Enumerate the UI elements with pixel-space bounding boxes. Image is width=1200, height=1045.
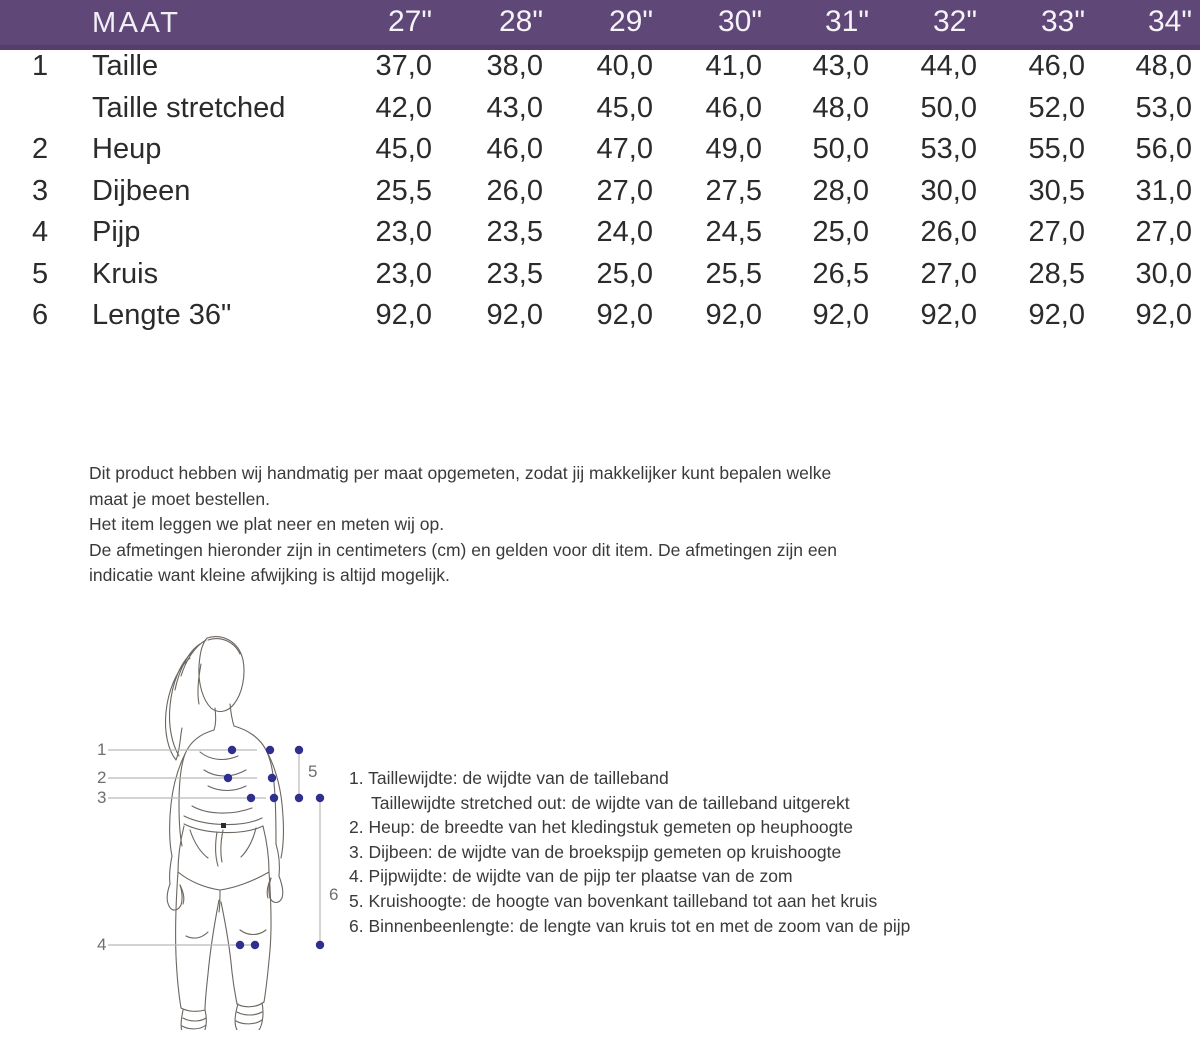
table-cell: 23,5: [486, 216, 543, 248]
table-cell: 26,0: [920, 216, 977, 248]
marker-label-5: 5: [308, 762, 318, 781]
table-cell: 27,0: [1135, 216, 1192, 248]
header-size-5: 31": [824, 5, 869, 38]
table-cell: 52,0: [1028, 91, 1085, 124]
table-cell: 92,0: [1135, 299, 1192, 331]
measurement-illustration: [80, 600, 350, 1030]
header-size-8: 34": [1147, 5, 1192, 38]
table-cell: 92,0: [1028, 299, 1085, 331]
row-number: 3: [32, 174, 49, 207]
header-size-3: 29": [608, 5, 653, 38]
table-row: [0, 299, 1200, 341]
row-label: Taille: [92, 50, 159, 82]
legend-item-7: 6. Binnenbeenlengte: de lengte van kruis tot en met de zoom van de pijp: [349, 915, 911, 936]
table-cell: 55,0: [1028, 133, 1085, 165]
table-cell: 24,0: [596, 216, 653, 248]
table-cell: 53,0: [1135, 91, 1192, 124]
table-row: [0, 216, 1200, 258]
row-label: Kruis: [92, 257, 159, 290]
table-cell: 92,0: [375, 299, 432, 331]
header-size-6: 32": [932, 5, 977, 38]
table-cell: 47,0: [596, 133, 653, 165]
table-cell: 26,0: [486, 174, 543, 207]
table-cell: 92,0: [812, 299, 869, 331]
table-cell: 53,0: [920, 133, 977, 165]
table-cell: 27,0: [596, 174, 653, 207]
intro-line-2: maat je moet bestellen.: [89, 488, 270, 509]
header-size-4: 30": [717, 5, 762, 38]
legend-item-5: 4. Pijpwijdte: de wijdte van de pijp ter plaatse van de zom: [349, 866, 793, 887]
table-cell: 50,0: [920, 91, 977, 124]
table-cell: 44,0: [920, 50, 977, 82]
row-number: 5: [32, 257, 49, 290]
intro-line-4: De afmetingen hieronder zijn in centimeters (cm) en gelden voor dit item. De afmetingen zijn een: [89, 539, 838, 560]
row-label: Heup: [92, 133, 162, 165]
table-cell: 42,0: [375, 91, 432, 124]
table-cell: 25,0: [812, 216, 869, 248]
table-cell: 25,5: [375, 174, 432, 207]
table-cell: 27,0: [1028, 216, 1085, 248]
row-label: Pijp: [92, 216, 141, 248]
table-cell: 56,0: [1135, 133, 1192, 165]
table-cell: 37,0: [375, 50, 432, 82]
intro-line-5: indicatie want kleine afwijking is altijd mogelijk.: [89, 565, 450, 585]
table-cell: 41,0: [705, 50, 762, 82]
table-cell: 45,0: [596, 91, 653, 124]
table-cell: 28,0: [812, 174, 869, 207]
table-cell: 40,0: [596, 50, 653, 82]
table-cell: 23,0: [375, 257, 432, 290]
header-size-1: 27": [387, 5, 432, 38]
intro-line-3: Het item leggen we plat neer en meten wij op.: [89, 514, 445, 534]
table-cell: 92,0: [596, 299, 653, 331]
table-cell: 30,0: [1135, 257, 1192, 290]
marker-label-4: 4: [97, 935, 107, 954]
table-cell: 27,0: [920, 257, 977, 290]
legend-item-6: 5. Kruishoogte: de hoogte van bovenkant tailleband tot aan het kruis: [349, 890, 878, 911]
header-size-2: 28": [498, 5, 543, 38]
table-row: [0, 175, 1200, 217]
female-figure-sketch: [80, 600, 350, 1030]
row-number: 4: [32, 216, 49, 248]
table-cell: 46,0: [1028, 50, 1085, 82]
table-cell: 92,0: [486, 299, 543, 331]
table-cell: 48,0: [812, 91, 869, 124]
header-maat-label: MAAT: [92, 7, 181, 39]
row-label: Lengte 36": [92, 299, 232, 331]
marker-label-6: 6: [329, 885, 339, 904]
marker-label-1: 1: [97, 740, 107, 759]
intro-paragraph: [89, 461, 889, 589]
table-cell: 43,0: [812, 50, 869, 82]
table-row: [0, 258, 1200, 300]
table-cell: 43,0: [486, 91, 543, 124]
table-row: [0, 92, 1200, 134]
table-cell: 50,0: [812, 133, 869, 165]
legend-item-2: Taillewijdte stretched out: de wijdte van de tailleband uitgerekt: [371, 792, 850, 813]
table-cell: 46,0: [486, 133, 543, 165]
table-cell: 45,0: [375, 133, 432, 165]
table-cell: 49,0: [705, 133, 762, 165]
row-number: 2: [32, 133, 49, 165]
table-cell: 48,0: [1135, 50, 1192, 82]
row-label: Dijbeen: [92, 174, 191, 207]
table-cell: 92,0: [920, 299, 977, 331]
table-cell: 27,5: [705, 174, 762, 207]
table-cell: 30,5: [1028, 174, 1085, 207]
table-cell: 28,5: [1028, 257, 1085, 290]
marker-label-2: 2: [97, 768, 107, 787]
table-row: [0, 50, 1200, 92]
measurement-legend: [349, 766, 989, 938]
marker-label-3: 3: [97, 788, 107, 807]
legend-item-1: 1. Taillewijdte: de wijdte van de tailleband: [349, 768, 669, 788]
table-cell: 38,0: [486, 50, 543, 82]
intro-line-1: Dit product hebben wij handmatig per maat opgemeten, zodat jij makkelijker kunt bepalen welke: [89, 463, 832, 483]
table-row: [0, 133, 1200, 175]
table-cell: 25,0: [596, 257, 653, 290]
table-cell: 23,0: [375, 216, 432, 248]
table-header-bar: [0, 0, 1200, 50]
header-size-7: 33": [1040, 5, 1085, 38]
table-cell: 26,5: [812, 257, 869, 290]
table-cell: 31,0: [1135, 174, 1192, 207]
table-cell: 46,0: [705, 91, 762, 124]
legend-item-3: 2. Heup: de breedte van het kledingstuk gemeten op heuphoogte: [349, 817, 853, 838]
table-cell: 30,0: [920, 174, 977, 207]
table-cell: 25,5: [705, 257, 762, 290]
legend-item-4: 3. Dijbeen: de wijdte van de broekspijp gemeten op kruishoogte: [349, 841, 842, 862]
row-label: Taille stretched: [92, 91, 286, 124]
table-cell: 23,5: [486, 257, 543, 290]
row-number: 6: [32, 299, 49, 331]
row-number: 1: [32, 50, 49, 82]
table-cell: 92,0: [705, 299, 762, 331]
table-cell: 24,5: [705, 216, 762, 248]
size-table: [0, 50, 1200, 341]
